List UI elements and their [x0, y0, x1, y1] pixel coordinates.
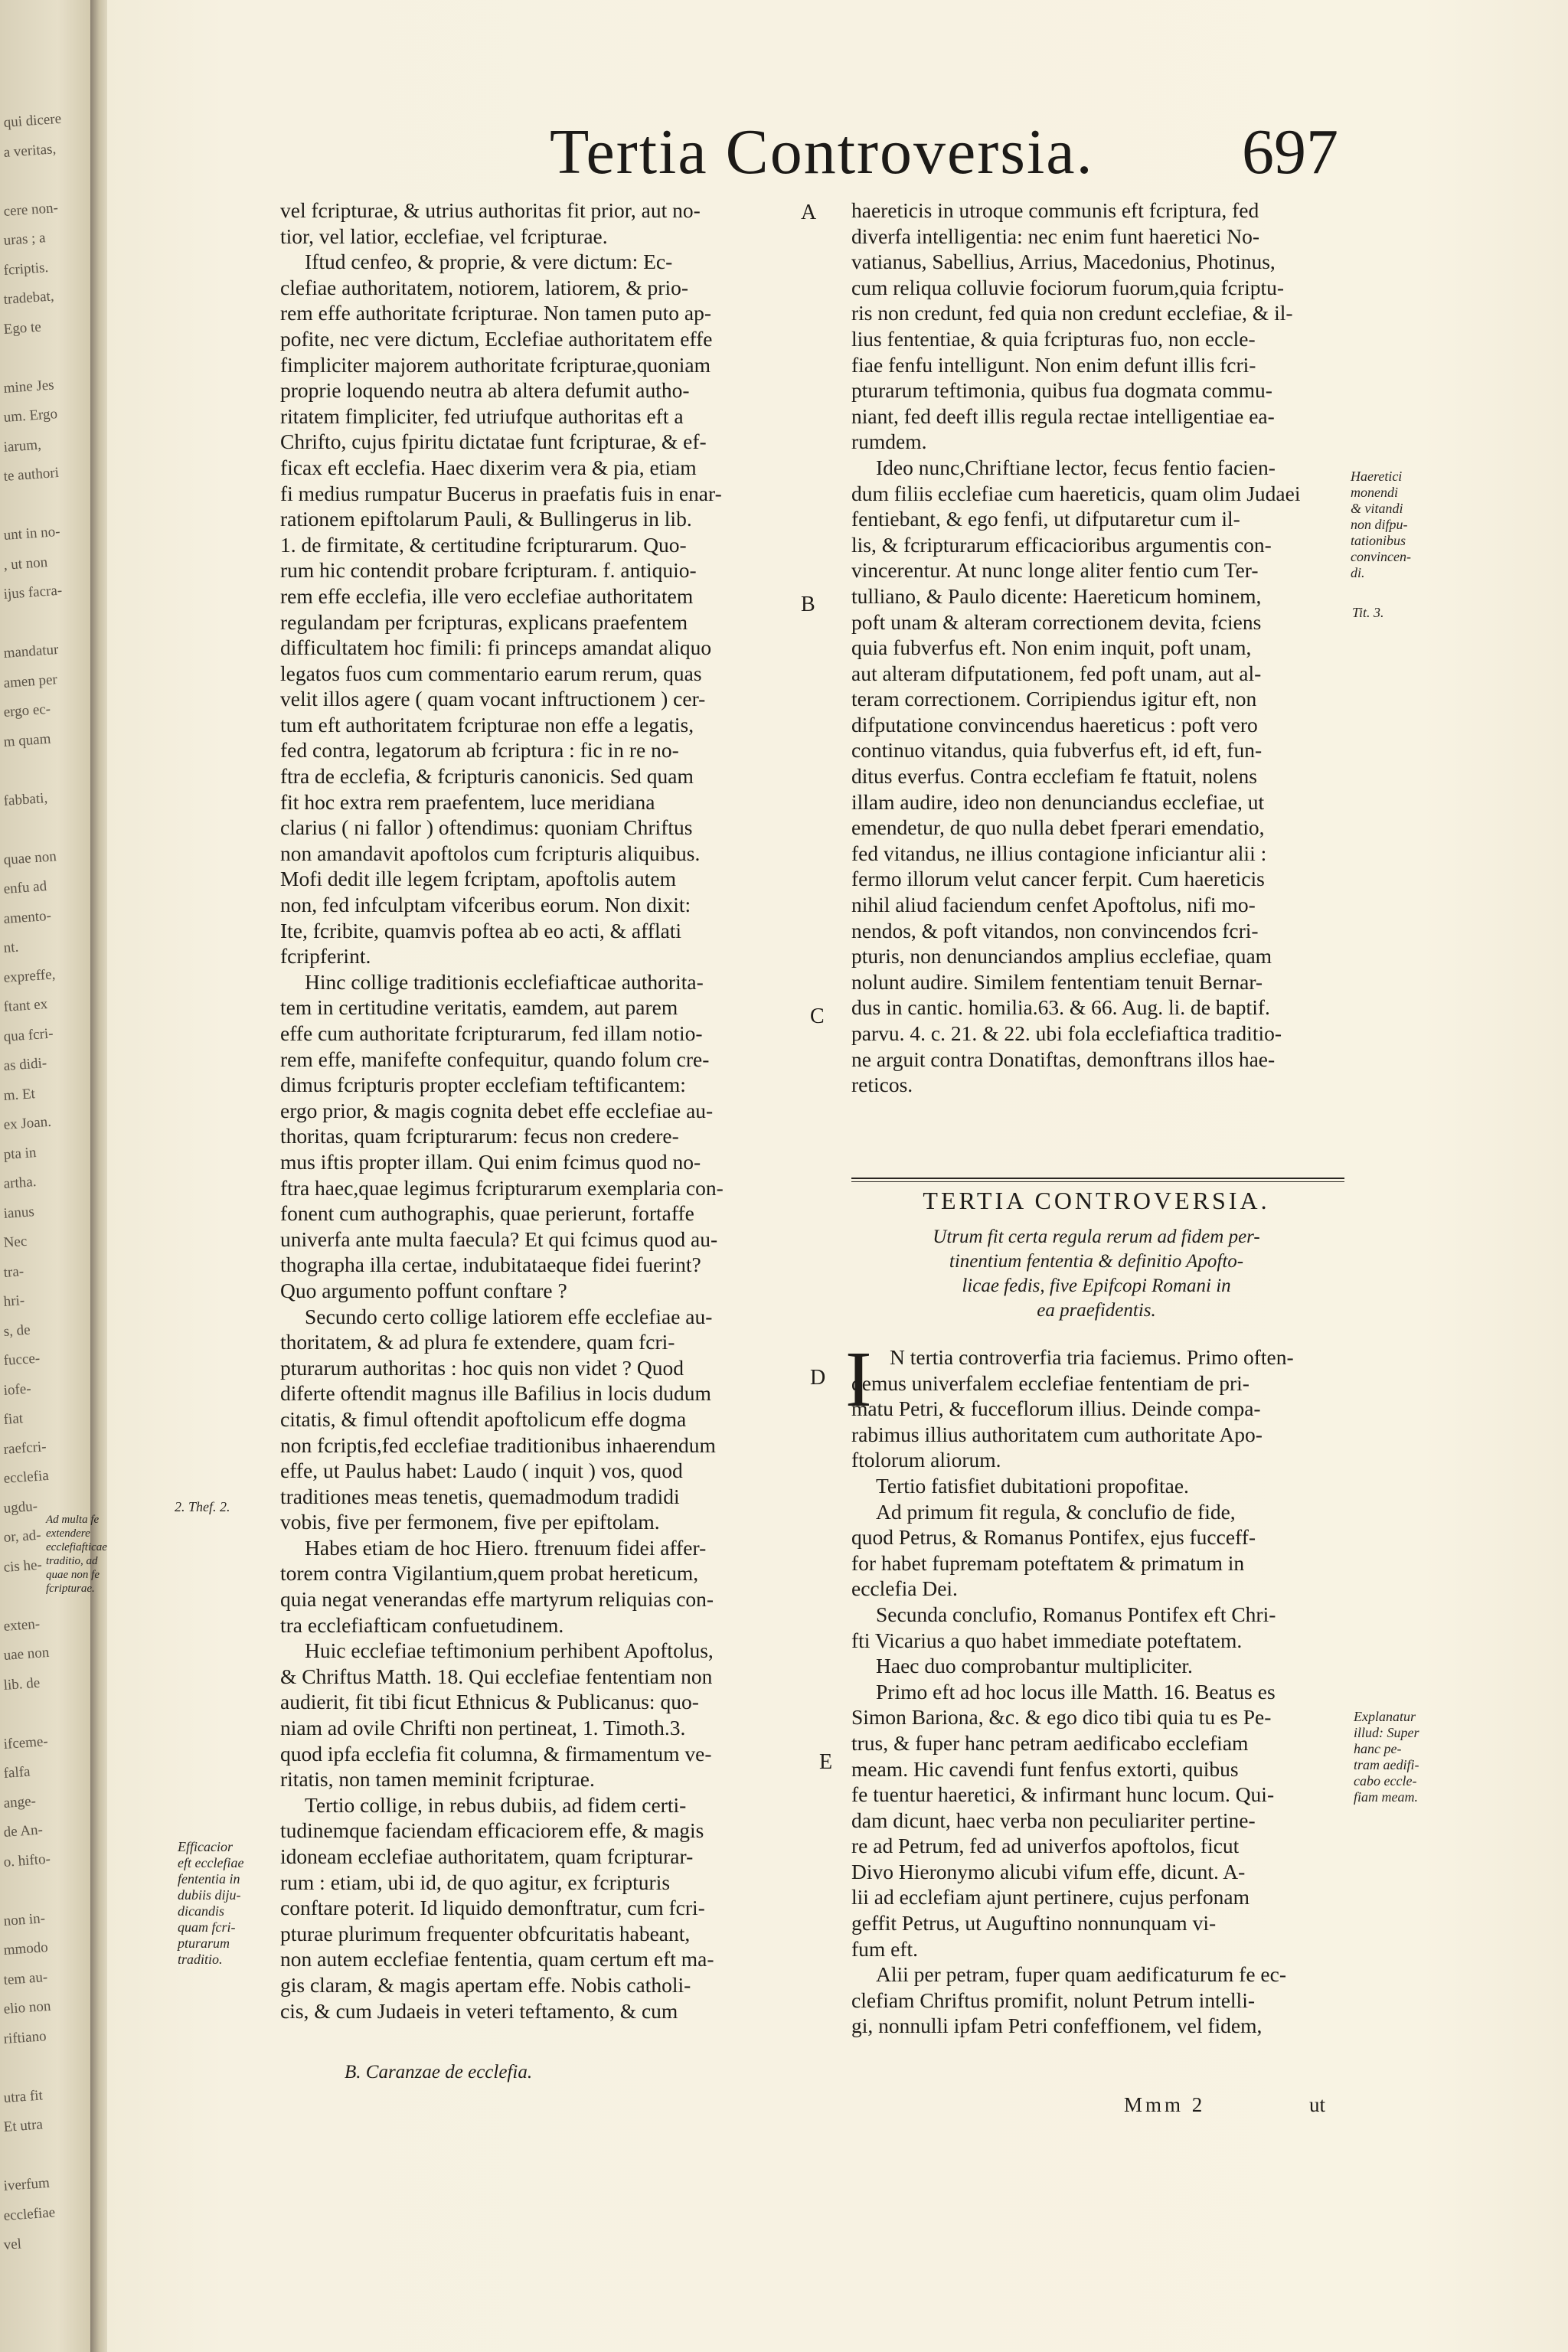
text-line: vel fcripturae, & utrius authoritas fit prior, aut no-: [280, 198, 701, 222]
facing-page-fragment: te authori: [3, 464, 60, 485]
facing-page-fragment: m. Et: [3, 1085, 36, 1104]
text-line: Mofi dedit ille legem fcriptam, apoftolis autem: [280, 867, 677, 891]
running-title: Tertia Controversia.: [550, 116, 1094, 188]
text-line: Haec duo comprobantur multipliciter.: [876, 1654, 1193, 1678]
question-line: licae fedis, five Epifcopi Romani in: [962, 1276, 1231, 1296]
text-line: Secunda conclufio, Romanus Pontifex eft Chri-: [876, 1602, 1276, 1626]
text-line: matu Petri, & fucceflorum illius. Deinde compa-: [851, 1396, 1261, 1421]
margin-note-tit: [1352, 605, 1384, 621]
facing-page-fragment: a veritas,: [3, 140, 57, 161]
facing-page-fragment: elio non: [3, 1998, 52, 2017]
text-line: dam dicunt, haec verba non peculiariter pertine-: [851, 1808, 1256, 1832]
text-line: lius fententiae, & quia fcripturas fuo, non eccle-: [851, 326, 1256, 351]
facing-page-fragment: lib. de: [3, 1674, 41, 1694]
facing-page-fragment: falfa: [3, 1763, 31, 1782]
text-line: N tertia controverfia tria faciemus. Primo often-: [890, 1345, 1294, 1369]
margin-note-line: dicandis: [178, 1903, 224, 1919]
facing-page-fragment: mine Jes: [3, 376, 55, 397]
text-line: & Chriftus Matth. 18. Qui ecclefiae fententiam non: [280, 1664, 713, 1688]
margin-note-line: monendi: [1351, 485, 1398, 500]
text-line: diferte oftendit magnus ille Bafilius in locis dudum: [280, 1381, 711, 1406]
facing-page-fragment: non in-: [3, 1909, 46, 1929]
facing-page-fragment: Ego te: [3, 318, 42, 338]
text-line: ritatem fimpliciter, fed utriufque authoritas eft a: [280, 403, 684, 428]
text-line: regulandam per fcripturas, explicans praefentem: [280, 609, 688, 634]
margin-note-line: pturarum: [178, 1936, 230, 1951]
text-line: audierit, fit tibi ficut Ethnicus & Publicanus: quo-: [280, 1690, 699, 1714]
facing-page-fragment: hri-: [3, 1292, 25, 1310]
facing-page-fragment: [3, 492, 95, 498]
text-line: diverfa intelligentia: nec enim funt haeretici No-: [851, 224, 1259, 248]
text-line: gi, nonnulli ipfam Petri confeffionem, vel fidem,: [851, 2014, 1263, 2038]
text-line: vincerentur. At nunc longe aliter fentio cum Ter-: [851, 558, 1259, 583]
text-line: for habet fupremam poteftatem & primatum in: [851, 1550, 1245, 1575]
facing-page-fragment: quae non: [3, 848, 57, 868]
text-line: clarius ( ni fallor ) oftendimus: quoniam Chriftus: [280, 815, 693, 840]
facing-page-fragment: m quam: [3, 730, 52, 750]
text-line: rum : etiam, ubi id, de quo agitur, ex fcripturis: [280, 1870, 671, 1894]
text-line: ditus everfus. Contra ecclefiam fe ftatuit, nolens: [851, 764, 1257, 789]
text-line: niam ad ovile Chrifti non pertineat, 1. Timoth.3.: [280, 1716, 686, 1740]
facing-page-fragment: riftiano: [3, 2027, 47, 2047]
margin-note-explanatur: [1354, 1709, 1419, 1805]
text-line: reticos.: [851, 1073, 913, 1097]
text-line: proprie loquendo neutra ab altera defumit autho-: [280, 378, 690, 403]
facing-page-margin: [0, 0, 96, 2352]
text-line: fed contra, legatorum ab fcriptura : fic in re no-: [280, 738, 679, 763]
text-line: Simon Bariona, &c. & ego dico tibi quia tu es Pe-: [851, 1705, 1272, 1730]
text-line: illam audire, ideo non denunciandus ecclefiae, ut: [851, 789, 1265, 814]
text-line: haereticis in utroque communis eft fcriptura, fed: [851, 198, 1259, 222]
facing-page-fragment: iverfum: [3, 2174, 51, 2194]
text-line: ftolorum aliorum.: [851, 1448, 1001, 1472]
text-line: ficax eft ecclefia. Haec dixerim vera & pia, etiam: [280, 455, 697, 479]
text-line: ritatis, non tamen meminit fcripturae.: [280, 1767, 595, 1792]
text-line: non, fed infculptam vifceribus eorum. Non dixit:: [280, 893, 691, 917]
margin-note-line: Ad multa fe: [46, 1514, 100, 1526]
text-line: non fcriptis,fed ecclefiae traditionibus inhaerendum: [280, 1432, 716, 1457]
text-line: clefiam Chriftus promifit, nolunt Petrum intelli-: [851, 1988, 1255, 2012]
text-line: non autem ecclefiae fententia, quam certum eft ma-: [280, 1947, 714, 1971]
text-line: traditiones meas tenetis, quemadmodum tradidi: [280, 1484, 680, 1508]
text-line: pofite, nec vere dictum, Ecclefiae authoritatem effe: [280, 326, 713, 351]
facing-page-fragment: ijus facra-: [3, 582, 63, 603]
text-line: rem effe authoritate fcripturae. Non tamen puto ap-: [280, 301, 711, 325]
margin-note-line: dubiis diju-: [178, 1887, 241, 1903]
facing-page-fragment: iarum,: [3, 436, 42, 456]
section-rule-thin: [851, 1181, 1344, 1182]
text-line: difputatione convincendus haereticus : poft vero: [851, 712, 1258, 737]
facing-page-fragment: Nec: [3, 1233, 28, 1251]
margin-note-line: fententia in: [178, 1871, 240, 1886]
margin-note-line: hanc pe-: [1354, 1741, 1402, 1756]
text-line: Hinc collige traditionis ecclefiafticae authorita-: [305, 969, 704, 994]
text-line: parvu. 4. c. 21. & 22. ubi fola ecclefiaftica traditio-: [851, 1021, 1282, 1045]
text-line: aut alteram difputationem, fed poft unam, aut al-: [851, 661, 1262, 685]
facing-page-fragment: ftant ex: [3, 995, 48, 1015]
text-line: clefiae authoritatem, notiorem, latiorem, & prio-: [280, 275, 689, 299]
text-line: nolunt audire. Similem fententiam tenuit Bernar-: [851, 969, 1263, 994]
facing-page-fragment: pta in: [3, 1144, 38, 1163]
text-line: pturis, non denunciandos amplius ecclefiae, quam: [851, 944, 1272, 969]
facing-page-fragment: ange-: [3, 1792, 37, 1811]
catchword: ut: [1309, 2093, 1326, 2116]
facing-page-fragment: fucce-: [3, 1350, 41, 1369]
facing-page-fragment: or, ad-: [3, 1527, 42, 1546]
text-line: fe tuentur haeretici, & infirmant hunc locum. Qui-: [851, 1782, 1275, 1807]
right-column-top: [851, 198, 1341, 1098]
text-line: niant, fed deeft illis regula rectae intelligentiae ea-: [851, 403, 1275, 428]
section-rule: [851, 1178, 1344, 1179]
text-line: Divo Hieronymo alicubi vifum effe, dicunt. A-: [851, 1859, 1246, 1883]
facing-page-fragment: raefcri-: [3, 1438, 47, 1458]
margin-note-line: traditio, ad: [46, 1555, 98, 1567]
text-line: quod Petrus, & Romanus Pontifex, ejus fucceff-: [851, 1525, 1256, 1550]
text-line: thoritas, quam fcripturarum: fecus non credere-: [280, 1124, 679, 1148]
margin-note-line: illud: Super: [1354, 1725, 1419, 1740]
facing-page-fragment: tem au-: [3, 1968, 48, 1988]
text-line: fti Vicarius a quo habet immediate poteftatem.: [851, 1628, 1243, 1652]
text-line: meam. Hic cavendi funt fenfus extorti, quibus: [851, 1756, 1239, 1781]
margin-note-line: & vitandi: [1351, 501, 1403, 516]
text-line: Alii per petram, fuper quam aedificaturum fe ec-: [876, 1962, 1286, 1987]
margin-note-line: 2. Thef. 2.: [175, 1499, 230, 1514]
margin-note-line: ecclefiafticae: [46, 1541, 107, 1553]
text-line: 1. de firmitate, & certitudine fcripturarum. Quo-: [280, 532, 687, 557]
margin-note-line: non difpu-: [1351, 517, 1408, 532]
question-line: tinentium fententia & definitio Apofto-: [949, 1251, 1244, 1272]
facing-page-fragment: tradebat,: [3, 288, 55, 308]
facing-page-fragment: ianus: [3, 1203, 35, 1222]
text-line: fed vitandus, ne illius contagione inficiantur alii :: [851, 841, 1267, 865]
facing-page-fragment: artha.: [3, 1174, 38, 1192]
text-line: lis, & fcripturarum efficacioribus argumentis con-: [851, 532, 1272, 557]
facing-page-fragment: cere non-: [3, 199, 59, 220]
text-line: idoneam ecclefiae authoritatem, quam fcripturar-: [280, 1844, 694, 1868]
margin-note-line: traditio.: [178, 1952, 223, 1967]
margin-note-line: cabo eccle-: [1354, 1773, 1417, 1788]
text-line: teram correctionem. Corripiendus igitur eft, non: [851, 687, 1257, 711]
margin-note-line: convincen-: [1351, 549, 1411, 564]
text-line: Ideo nunc,Chriftiane lector, fecus fentio facien-: [876, 455, 1276, 479]
text-line: rum hic contendit probare fcripturam. f. antiquio-: [280, 558, 697, 583]
margin-note-line: eft ecclefiae: [178, 1855, 244, 1870]
right-column-bottom: [851, 1344, 1341, 2039]
margin-note-thess: [175, 1499, 230, 1515]
text-line: ergo prior, & magis cognita debet effe ecclefiae au-: [280, 1098, 714, 1122]
text-line: lii ad ecclefiam ajunt pertinere, cujus perfonam: [851, 1885, 1250, 1909]
facing-page-fragment: cis he-: [3, 1557, 43, 1576]
text-line: thographa illa certae, indubitataeque fidei fuerint?: [280, 1253, 701, 1277]
margin-note-line: quae non fe: [46, 1569, 100, 1581]
text-line: Huic ecclefiae teftimonium perhibent Apoftolus,: [305, 1638, 714, 1663]
facing-page-fragment: iofe-: [3, 1380, 32, 1399]
margin-note-efficacior: [178, 1839, 243, 1968]
column-letter-d: D: [810, 1366, 826, 1390]
facing-page-fragment: exten-: [3, 1615, 41, 1635]
text-line: tra ecclefiafticam confuetudinem.: [280, 1612, 564, 1637]
facing-page-fragment: qui dicere: [3, 110, 62, 131]
facing-page-fragment: as didi-: [3, 1055, 47, 1074]
facing-page-fragment: utra fit: [3, 2086, 44, 2106]
text-line: mus iftis propter illam. Qui enim fcimus quod no-: [280, 1149, 701, 1174]
text-line: dum filiis ecclefiae cum haereticis, quam olim Judaei: [851, 481, 1301, 505]
facing-page-fragment: fiat: [3, 1410, 24, 1428]
facing-page-fragment: amento-: [3, 907, 52, 927]
text-line: tulliano, & Paulo dicente: Haereticum hominem,: [851, 583, 1262, 608]
facing-page-fragment: [3, 1877, 95, 1883]
margin-note-line: fcripturae.: [46, 1583, 95, 1595]
facing-page-fragment: fabbati,: [3, 789, 48, 809]
signature-mark: Mmm 2: [1124, 2093, 1206, 2116]
text-line: ne arguit contra Donatiftas, demonftrans illos hae-: [851, 1047, 1276, 1071]
facing-page-fragment: mmodo: [3, 1939, 49, 1958]
margin-note-heretici: [1351, 469, 1411, 581]
margin-note-line: di.: [1351, 565, 1365, 580]
text-line: rabimus illius authoritatem cum authoritate Apo-: [851, 1422, 1263, 1446]
margin-note-line: Efficacior: [178, 1839, 233, 1854]
text-line: torem contra Vigilantium,quem probat hereticum,: [280, 1561, 699, 1586]
facing-page-fragment: nt.: [3, 939, 19, 956]
facing-page-fragment: qua fcri-: [3, 1024, 54, 1045]
facing-page-fragment: [3, 816, 95, 822]
text-line: Iftud cenfeo, & proprie, & vere dictum: Ec-: [305, 250, 673, 274]
text-line: legatos fuos cum commentario earum rerum, quas: [280, 661, 702, 685]
facing-page-fragment: , ut non: [3, 554, 48, 573]
text-line: quod ipfa ecclefia fit columna, & firmamentum ve-: [280, 1741, 712, 1766]
text-line: fcripferint.: [280, 944, 371, 969]
text-line: rationem epiftolarum Pauli, & Bullingerus in lib.: [280, 507, 692, 531]
text-line: fermo illorum velut cancer ferpit. Cum haereticis: [851, 867, 1265, 891]
text-line: fi medius rumpatur Bucerus in praefatis fuis in enar-: [280, 481, 722, 505]
text-line: citatis, & fimul oftendit apoftolicum effe dogma: [280, 1406, 687, 1431]
drop-cap: I: [845, 1335, 872, 1423]
column-letter-e: E: [819, 1750, 833, 1774]
text-line: nihil aliud faciendum cenfet Apoftolus, nifi mo-: [851, 893, 1256, 917]
facing-page-fragment: ugdu-: [3, 1498, 38, 1517]
margin-note-line: fiam meam.: [1354, 1789, 1418, 1805]
facing-page-fragment: s, de: [3, 1321, 31, 1340]
facing-page-fragment: [3, 345, 95, 351]
text-line: Quo argumento poffunt conftare ?: [280, 1278, 567, 1302]
column-letter-a: A: [801, 201, 817, 224]
facing-page-fragment: Et utra: [3, 2116, 44, 2135]
margin-note-extendere: [46, 1513, 107, 1596]
margin-note-line: Tit. 3.: [1352, 605, 1384, 620]
margin-note-line: Explanatur: [1354, 1709, 1416, 1724]
text-line: Tertio fatisfiet dubitationi propofitae.: [876, 1473, 1189, 1498]
column-letter-c: C: [810, 1004, 825, 1028]
margin-note-line: tram aedifi-: [1354, 1757, 1419, 1772]
text-line: tum eft authoritatem fcripturae non effe a legatis,: [280, 712, 694, 737]
text-line: ecclefia Dei.: [851, 1576, 958, 1601]
text-line: dus in cantic. homilia.63. & 66. Aug. li. de baptif.: [851, 995, 1270, 1020]
text-line: Habes etiam de hoc Hiero. ftrenuum fidei affer-: [305, 1535, 707, 1560]
text-line: effe cum authoritate fcripturarum, fed illam notio-: [280, 1021, 703, 1045]
text-line: Ite, fcribite, quamvis poftea ab eo acti, & afflati: [280, 918, 682, 942]
text-line: cum reliqua colluvie fociorum fuorum,quia fcriptu-: [851, 275, 1285, 299]
text-line: gis claram, & magis apertam effe. Nobis catholi-: [280, 1972, 691, 1997]
facing-page-fragment: o. hifto-: [3, 1851, 51, 1870]
text-line: continuo vitandus, quia fubverfus eft, id eft, fun-: [851, 738, 1263, 763]
facing-page-fragment: amen per: [3, 671, 58, 691]
text-line: vobis, five per fermonem, five per epiftolam.: [280, 1510, 660, 1534]
text-line: nendos, & poft vitandos, non convincendos fcri-: [851, 918, 1259, 942]
text-line: pturarum teftimonia, quibus fua dogmata commu-: [851, 378, 1272, 403]
text-line: Chrifto, cujus fpiritu dictatae funt fcripturae, & ef-: [280, 430, 707, 454]
text-line: effe, ut Paulus habet: Laudo ( inquit ) vos, quod: [280, 1459, 683, 1483]
text-line: Secundo certo collige latiorem effe ecclefiae au-: [305, 1304, 713, 1328]
facing-page-fragment: ergo ec-: [3, 701, 51, 720]
text-line: fiae fenfu intelligunt. Non enim defunt illis fcri-: [851, 352, 1256, 377]
column-letter-b: B: [801, 593, 815, 616]
question-line: Utrum fit certa regula rerum ad fidem per-: [933, 1227, 1260, 1247]
facing-page-fragment: [3, 2054, 95, 2060]
text-line: poft unam & alteram correctionem devita, fciens: [851, 609, 1262, 634]
text-line: ris non credunt, fed quia non credunt ecclefiae, & il-: [851, 301, 1293, 325]
facing-page-fragment: vel: [3, 2236, 22, 2253]
facing-page-fragment: tra-: [3, 1263, 24, 1281]
margin-note-line: tationibus: [1351, 533, 1406, 548]
text-line: re ad Petrum, fed ad univerfos apoftolos, ficut: [851, 1834, 1240, 1858]
facing-page-fragment: [3, 1700, 95, 1707]
text-line: tudinemque faciendam efficaciorem effe, & magis: [280, 1818, 704, 1843]
text-line: quia fubverfus eft. Non enim inquit, poft unam,: [851, 635, 1252, 660]
facing-page-fragment: uras ; a: [3, 230, 47, 249]
text-line: Ad primum fit regula, & conclufio de fide,: [876, 1499, 1236, 1524]
facing-page-fragment: expreffe,: [3, 965, 56, 986]
text-line: rem effe ecclefia, ille vero ecclefiae authoritatem: [280, 583, 694, 608]
text-line: Primo eft ad hoc locus ille Matth. 16. Beatus es: [876, 1679, 1276, 1704]
facing-page-fragment: fcriptis.: [3, 259, 49, 279]
facing-page-fragment: [3, 2142, 95, 2148]
text-line: vatianus, Sabellius, Arrius, Macedonius, Photinus,: [851, 250, 1276, 274]
question-line: ea praefidentis.: [1037, 1300, 1156, 1321]
margin-note-line: extendere: [46, 1527, 90, 1540]
text-line: Tertio collige, in rebus dubiis, ad fidem certi-: [305, 1792, 687, 1817]
text-line: cis, & cum Judaeis in veteri teftamento, & cum: [280, 1998, 678, 2023]
facing-page-fragment: enfu ad: [3, 878, 47, 897]
facing-page-fragment: um. Ergo: [3, 406, 58, 426]
margin-note-line: quam fcri-: [178, 1919, 236, 1935]
text-line: rumdem.: [851, 430, 927, 454]
text-line: tior, vel latior, ecclefiae, vel fcripturae.: [280, 224, 608, 248]
text-line: non amandavit apoftolos cum fcripturis aliquibus.: [280, 841, 701, 865]
facing-page-fragment: ecclefiae: [3, 2203, 56, 2224]
text-line: thoritatem, & ad plura fe extendere, quam fcri-: [280, 1330, 675, 1354]
facing-page-fragment: [3, 757, 95, 763]
page-number: 697: [1242, 116, 1338, 188]
text-line: geffit Petrus, ut Auguftino nonnunquam vi-: [851, 1911, 1217, 1936]
text-line: conftare poterit. Id liquido demonftratur, cum fcri-: [280, 1896, 705, 1920]
text-line: difficultatem hoc fimili: fi princeps amandat aliquo: [280, 635, 712, 660]
text-line: ftra haec,quae legimus fcripturarum exemplaria con-: [280, 1175, 724, 1200]
facing-page-fragment: ex Joan.: [3, 1113, 52, 1133]
text-line: fum eft.: [851, 1936, 919, 1961]
text-line: emendetur, de quo nulla debet fperari emendatio,: [851, 815, 1265, 840]
text-line: demus univerfalem ecclefiae fententiam de pri-: [851, 1370, 1250, 1395]
text-line: pturarum authoritas : hoc quis non videt ? Quod: [280, 1355, 684, 1380]
facing-page-fragment: mandatur: [3, 641, 60, 662]
text-line: pturae plurimum frequenter obfcuritatis habeant,: [280, 1921, 691, 1945]
text-line: univerfa ante multa faecula? Et qui fcimus quod au-: [280, 1227, 718, 1251]
text-line: fentiebant, & ego fenfi, ut difputaretur cum il-: [851, 507, 1240, 531]
text-line: quia negat venerandas effe martyrum reliquias con-: [280, 1587, 714, 1612]
text-line: ftra de ecclefia, & fcripturis canonicis. Sed quam: [280, 764, 694, 789]
facing-page-fragment: de An-: [3, 1821, 44, 1841]
section-question: [851, 1225, 1341, 1323]
text-line: rem effe, manifefte confequitur, quando folum cre-: [280, 1047, 710, 1071]
text-line: dimus fcripturis propter ecclefiam teftificantem:: [280, 1073, 686, 1097]
facing-page-fragment: [3, 609, 95, 616]
facing-page-fragment: [3, 168, 95, 174]
facing-page-fragment: ecclefia: [3, 1467, 50, 1487]
facing-page-fragment: ifceme-: [3, 1733, 49, 1753]
margin-note-line: Haeretici: [1351, 469, 1403, 484]
text-line: trus, & fuper hanc petram aedificabo ecclefiam: [851, 1730, 1249, 1755]
facing-page-fragment: unt in no-: [3, 523, 61, 544]
left-column: [280, 198, 798, 2024]
text-line: tem in certitudine veritatis, eamdem, aut parem: [280, 995, 678, 1020]
left-footnote: B. Caranzae de ecclefia.: [345, 2062, 533, 2082]
section-heading: TERTIA CONTROVERSIA.: [923, 1187, 1270, 1214]
text-line: fimpliciter majorem authoritate fcripturae,quoniam: [280, 352, 711, 377]
text-line: fit hoc extra rem praefentem, luce meridiana: [280, 789, 655, 814]
text-line: velit illos agere ( quam vocant inftructionem ) cer-: [280, 687, 706, 711]
text-line: fonent cum authographis, quae perierunt, fortaffe: [280, 1201, 694, 1226]
facing-page-fragment: uae non: [3, 1644, 50, 1664]
